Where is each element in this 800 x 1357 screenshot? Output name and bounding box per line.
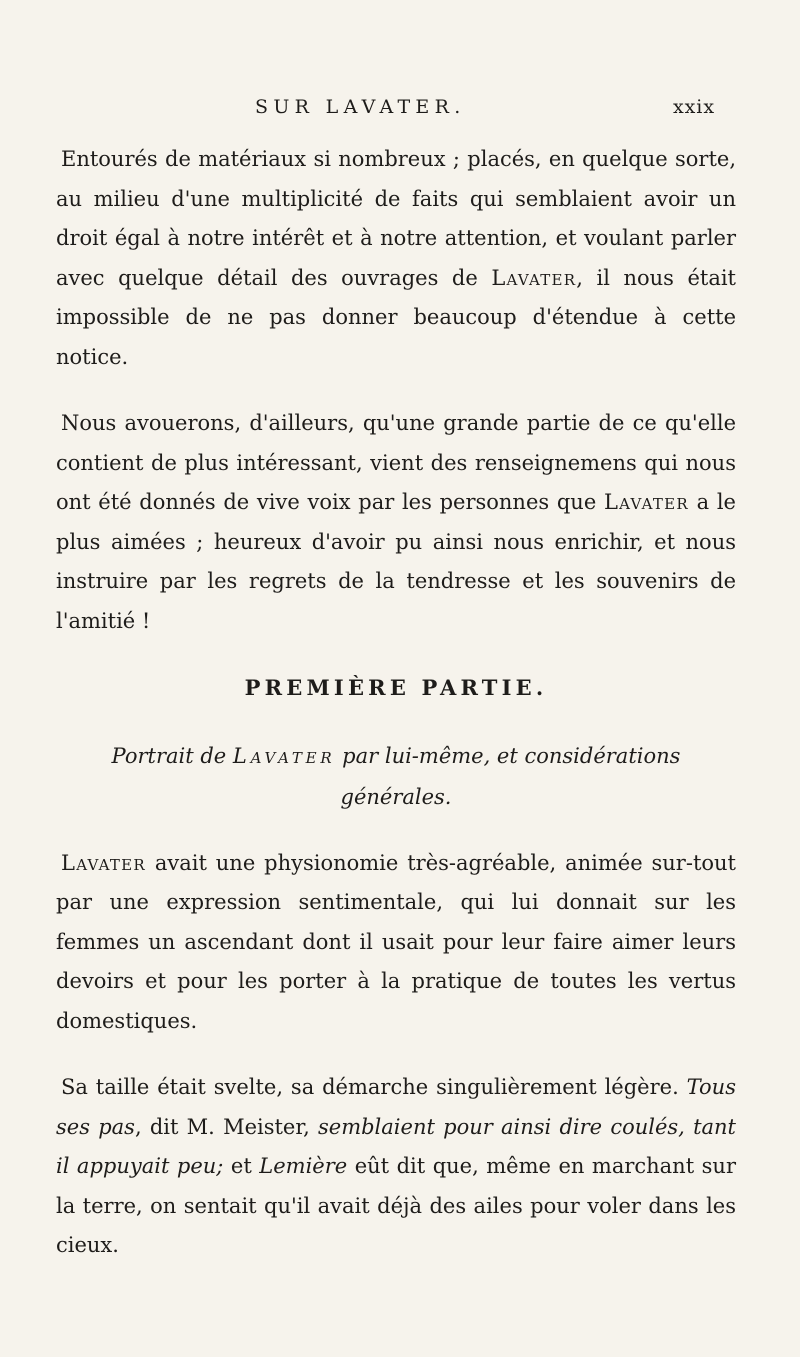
paragraph-3 xyxy=(56,844,736,1042)
running-title: SUR LAVATER. xyxy=(255,96,466,118)
paragraph-4-a: Sa taille était svelte, sa démarche singulièrement légère. xyxy=(61,1075,679,1099)
paragraph-4-c: et xyxy=(230,1154,252,1178)
name-lavater: Lavater xyxy=(491,265,577,290)
paragraph-2 xyxy=(56,404,736,641)
paragraph-4 xyxy=(56,1068,736,1266)
subtitle-end: par lui-même, et considérations générales. xyxy=(340,743,681,809)
paragraph-3-text: avait une physionomie très-agréable, animée sur-tout par une expression sentimentale, qui lui donnait sur les femmes un ascendant dont il usait pour leur faire aimer leurs devoirs et pour les porter à la pratique de toutes les vertus domestiques. xyxy=(56,850,736,1033)
part-heading: PREMIÈRE PARTIE. xyxy=(244,675,548,700)
paragraph-2-text: Nous avouerons, d'ailleurs, qu'une grande partie de ce qu'elle contient de plus intéressant, vient des renseignemens qui nous ont été donnés de vive voix par les personnes que xyxy=(56,411,736,514)
paragraph-1-text: Entourés de matériaux si nombreux ; placés, en quelque sorte, au milieu d'une multiplicité de faits qui semblaient avoir un droit égal à notre intérêt et à notre attention, et voulant parler avec quelque détail des ouvrages de xyxy=(56,147,736,290)
paragraph-1-end: , il nous était impossible de ne pas donner beaucoup d'étendue à cette notice. xyxy=(56,265,736,369)
part-subtitle xyxy=(56,736,736,818)
page-number: xxix xyxy=(672,96,715,118)
name-lavater: Lavater xyxy=(603,490,689,514)
running-head xyxy=(255,96,715,126)
paragraph-4-b: , dit M. Meister, xyxy=(134,1114,310,1139)
name-lemiere: Lemière xyxy=(259,1154,348,1178)
name-lavater: Lavater xyxy=(61,850,146,875)
paragraph-2-end: a le plus aimées ; heureux d'avoir pu ainsi nous enrichir, et nous instruire par les regrets de la tendresse et les souvenirs de l'amitié ! xyxy=(56,490,736,633)
quote-tous-ses-pas: Tous ses pas xyxy=(56,1075,736,1139)
subtitle-start: Portrait de xyxy=(111,743,227,768)
paragraph-1 xyxy=(56,140,736,377)
quote-semblaient: semblaient pour ainsi dire coulés, tant il appuyait peu; xyxy=(56,1114,736,1178)
body-text xyxy=(56,140,736,1293)
subtitle-name: Lavater xyxy=(232,743,336,768)
paragraph-4-d: eût dit que, même en marchant sur la terre, on sentait qu'il avait déjà des ailes pour voler dans les cieux. xyxy=(56,1154,736,1257)
